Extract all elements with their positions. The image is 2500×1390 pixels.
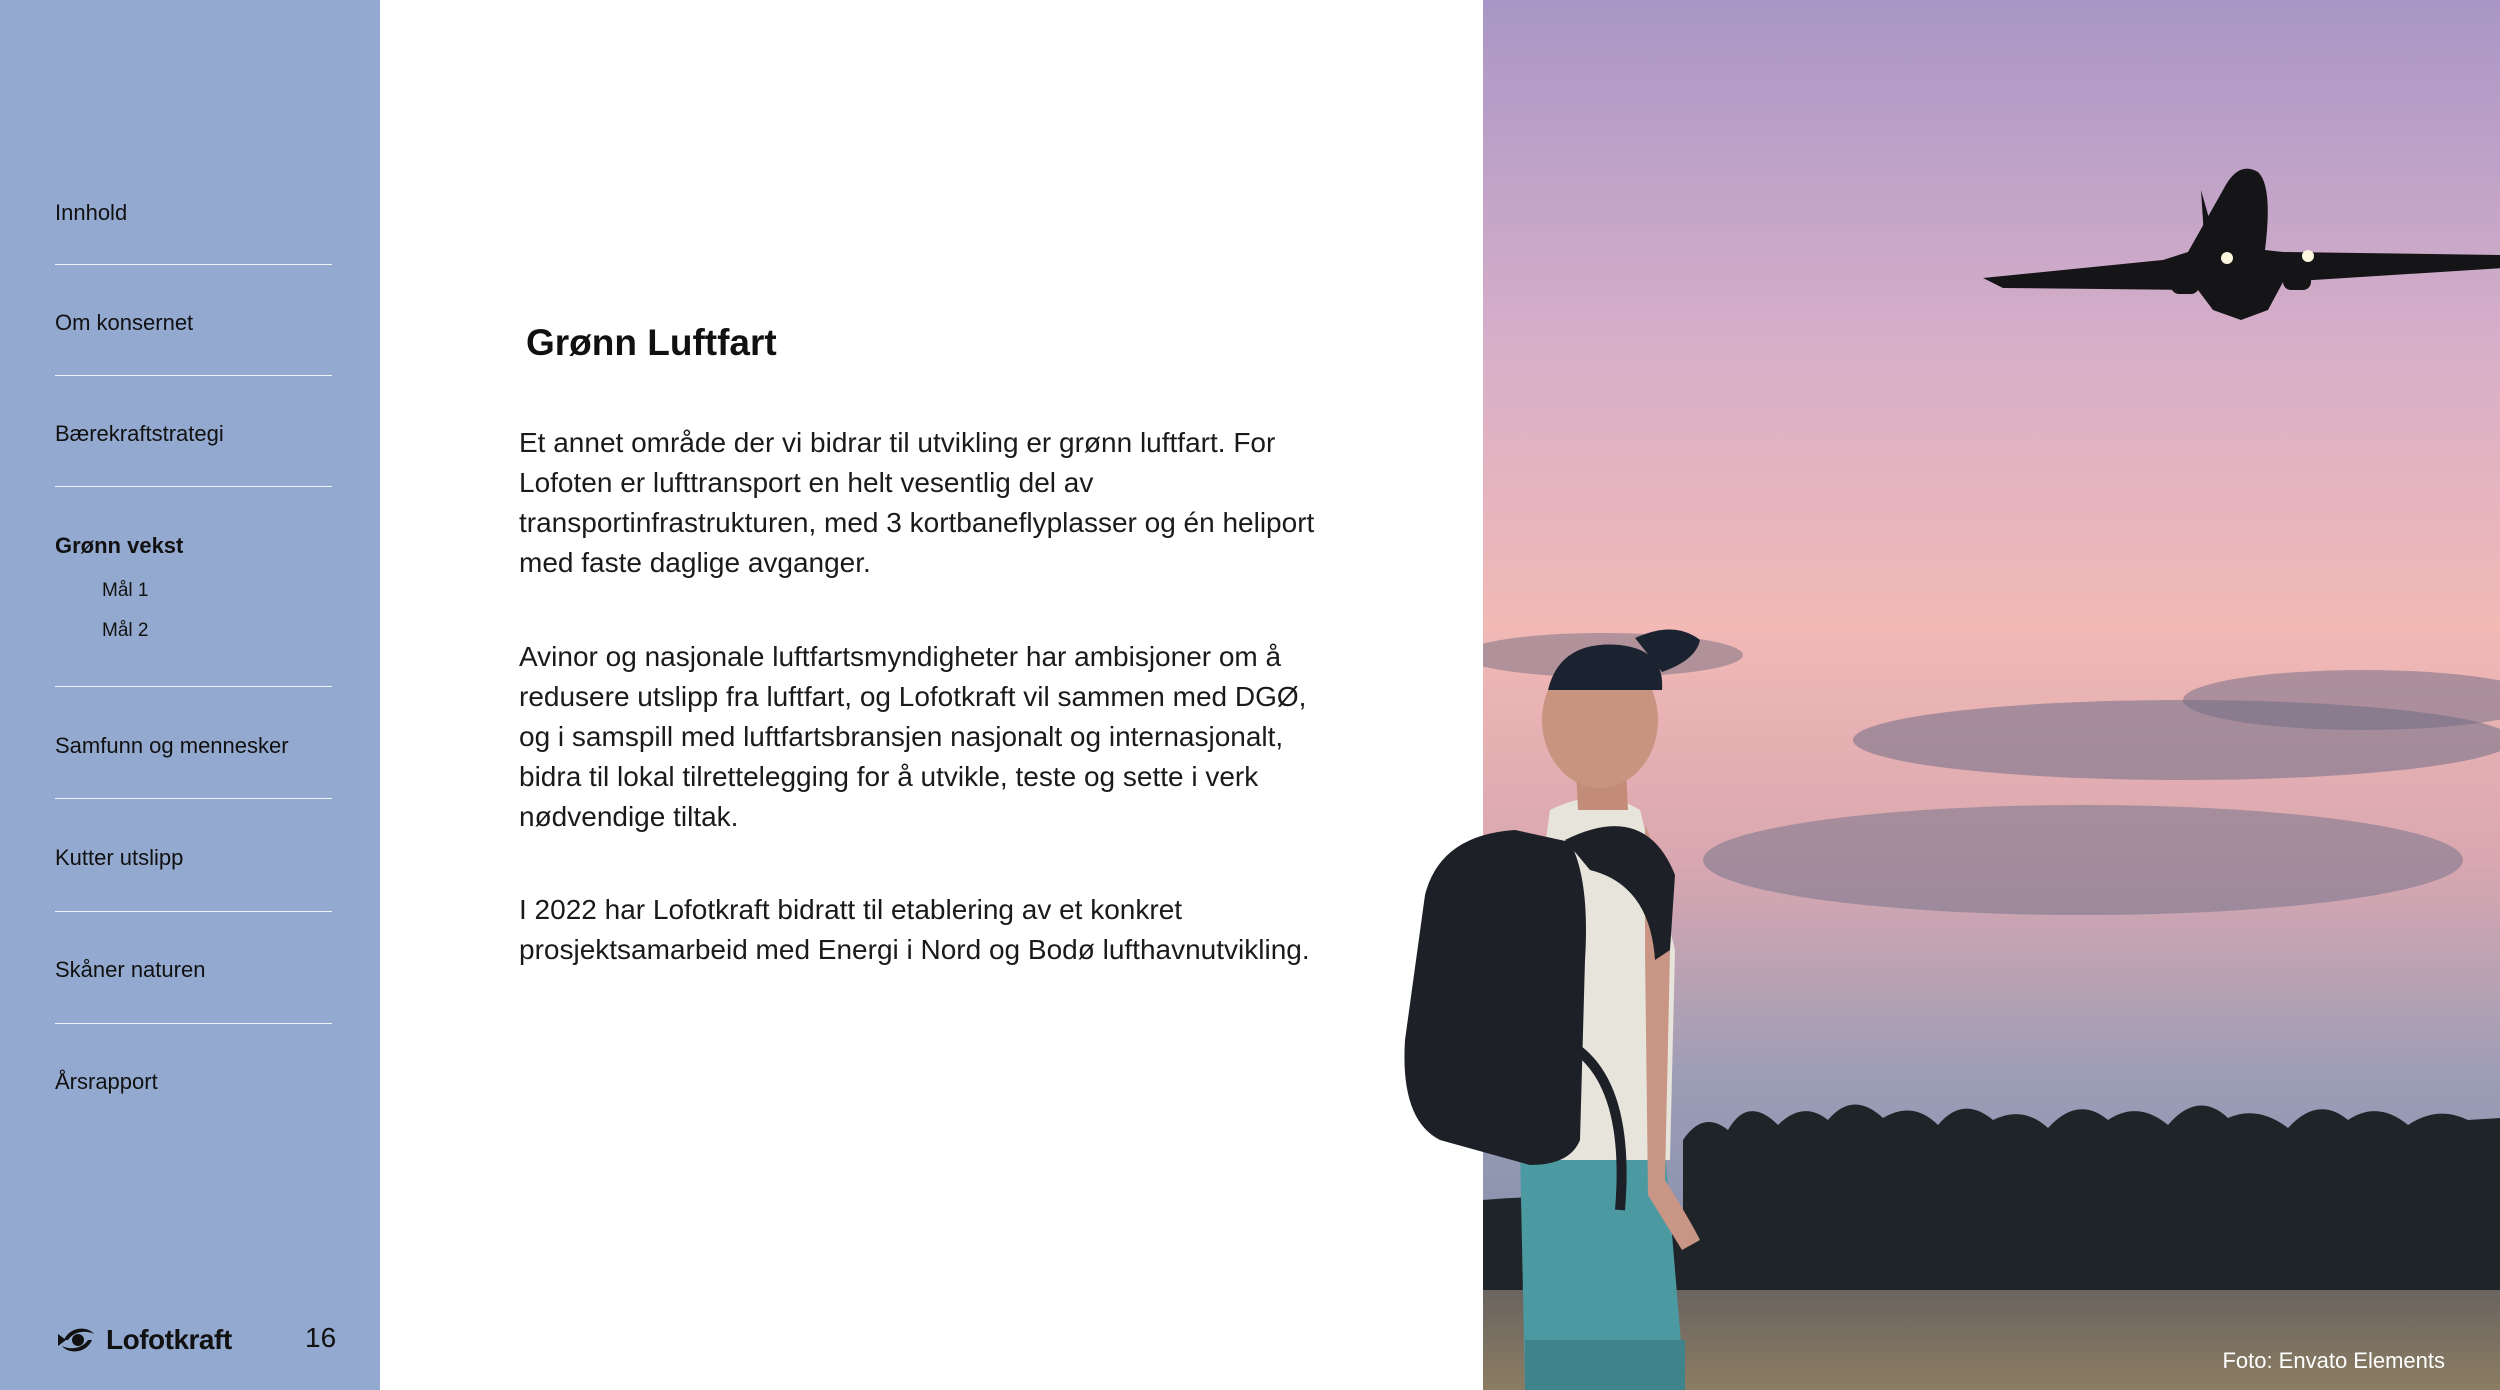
paragraph-3: I 2022 har Lofotkraft bidratt til etablering av et konkret prosjektsamarbeid med Energi i Nord og Bodø lufthavnutvikling. [519, 894, 1310, 965]
divider [55, 911, 332, 912]
sidebar-subitem-mal-2[interactable]: Mål 2 [102, 620, 149, 641]
sidebar-item-gronn-vekst[interactable]: Grønn vekst [55, 533, 184, 558]
airplane-icon [1983, 160, 2500, 340]
sidebar-item-baerekraftstrategi[interactable]: Bærekraftstrategi [55, 421, 224, 446]
divider [55, 486, 332, 487]
page-number: 16 [305, 1322, 337, 1353]
sidebar-item-skaner-naturen[interactable]: Skåner naturen [55, 957, 206, 982]
photo-credit: Foto: Envato Elements [2222, 1348, 2445, 1373]
divider [55, 264, 332, 265]
page-title: Grønn Luftfart [526, 322, 777, 363]
sidebar-item-kutter-utslipp[interactable]: Kutter utslipp [55, 845, 184, 870]
sidebar-item-arsrapport[interactable]: Årsrapport [55, 1069, 158, 1094]
brand-logo[interactable] [58, 1320, 232, 1360]
sidebar-item-innhold[interactable]: Innhold [55, 200, 128, 225]
sidebar-item-om-konsernet[interactable]: Om konsernet [55, 310, 194, 335]
sidebar [0, 0, 380, 1390]
traveler-figure [1400, 620, 1730, 1390]
sidebar-subitem-mal-1[interactable]: Mål 1 [102, 580, 149, 601]
divider [55, 798, 332, 799]
paragraph-2: Avinor og nasjonale luftfartsmyndigheter har ambisjoner om å redusere utslipp fra luftfart, og Lofotkraft vil sammen med DGØ, og i samspill med luftfartsbransjen nasjonalt og internasjonalt, bidra til lokal tilrettelegging for å utvikle, teste og sette i verk nødvendige tiltak. [519, 641, 1307, 832]
divider [55, 686, 332, 687]
brand-name: Lofotkraft [106, 1324, 232, 1355]
paragraph-1: Et annet område der vi bidrar til utvikling er grønn luftfart. For Lofoten er lufttransport en helt vesentlig del av transportinfrastrukturen, med 3 kortbaneflyplasser og én heliport med faste daglige avganger. [519, 427, 1315, 578]
main-content [380, 0, 1483, 1390]
divider [55, 375, 332, 376]
lofotkraft-logo-icon [58, 1322, 98, 1358]
sidebar-item-samfunn-og-mennesker[interactable]: Samfunn og mennesker [55, 733, 289, 758]
divider [55, 1023, 332, 1024]
